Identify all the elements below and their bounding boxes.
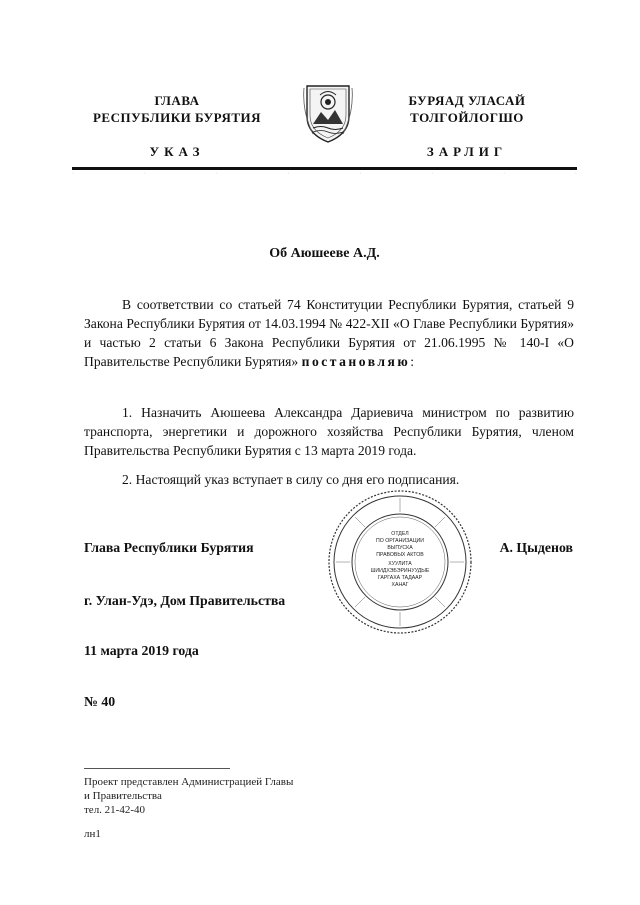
coat-of-arms-icon — [301, 82, 355, 144]
item-2-paragraph: 2. Настоящий указ вступает в силу со дня его подписания. — [122, 472, 460, 487]
header-left-line1: ГЛАВА — [154, 93, 200, 108]
footer-line-2: и Правительства — [84, 790, 162, 802]
svg-text:ВЫПУСКА: ВЫПУСКА — [387, 545, 413, 551]
svg-text:ПРАВОВЫХ АКТОВ: ПРАВОВЫХ АКТОВ — [376, 552, 424, 558]
decree-word: постановляю — [301, 354, 411, 369]
decree-date: 11 марта 2019 года — [84, 643, 199, 658]
header-left-block — [72, 92, 282, 126]
header-right-block — [362, 92, 572, 126]
svg-text:ХУУЛИТА: ХУУЛИТА — [388, 561, 412, 567]
svg-text:ОТДЕЛ: ОТДЕЛ — [391, 531, 409, 537]
decree-type-left: УКАЗ — [149, 144, 205, 159]
preamble-paragraph — [84, 295, 574, 371]
signing-place: г. Улан-Удэ, Дом Правительства — [84, 593, 286, 608]
svg-text:ШИИДХЭБЭРИНУУДЫЕ: ШИИДХЭБЭРИНУУДЫЕ — [370, 568, 430, 574]
header-right-line1: БУРЯАД УЛАСАЙ — [408, 93, 526, 108]
svg-text:ГАРГАХА ТАДААР: ГАРГАХА ТАДААР — [377, 575, 423, 581]
footer-line-1: Проект представлен Администрацией Главы — [84, 776, 294, 788]
item-1-paragraph: 1. Назначить Аюшеева Александра Дариевича министром по развитию транспорта, энергетики и дорожного хозяйства Республики Бурятия, членом Правительства Республики Бурятия с 13 марта 2019 года. — [84, 405, 574, 458]
decree-number: № 40 — [84, 694, 116, 709]
preamble-text: В соответствии со статьей 74 Конституции Республики Бурятия, статьей 9 Закона Республики Бурятия от 14.03.1994 № 422-XII «О Главе Республики Бурятия» и частью 2 статьи 6 Закона Республики Бурятия от 21.06.1995 № 140-I «О Правительстве Республики Бурятия» — [84, 297, 574, 369]
header-dotted-line: · · · · · · · · — [72, 171, 577, 177]
decree-type-right: ЗАРЛИГ — [426, 144, 508, 159]
document-title: Об Аюшееве А.Д. — [269, 246, 380, 261]
header-right-line2: ТОЛГОЙЛОГШО — [410, 110, 524, 125]
svg-text:ПО ОРГАНИЗАЦИИ: ПО ОРГАНИЗАЦИИ — [376, 538, 424, 544]
svg-text:ХАНАГ: ХАНАГ — [391, 582, 409, 588]
header-divider — [72, 167, 577, 170]
footer-phone: тел. 21-42-40 — [84, 804, 146, 816]
footer-code: лн1 — [84, 828, 101, 840]
footer-divider — [84, 768, 230, 769]
signatory-role: Глава Республики Бурятия — [84, 540, 254, 555]
signatory-name: А. Цыденов — [499, 540, 573, 555]
official-seal — [326, 488, 474, 636]
preamble-colon: : — [410, 354, 415, 369]
header-left-line2: РЕСПУБЛИКИ БУРЯТИЯ — [92, 110, 262, 125]
